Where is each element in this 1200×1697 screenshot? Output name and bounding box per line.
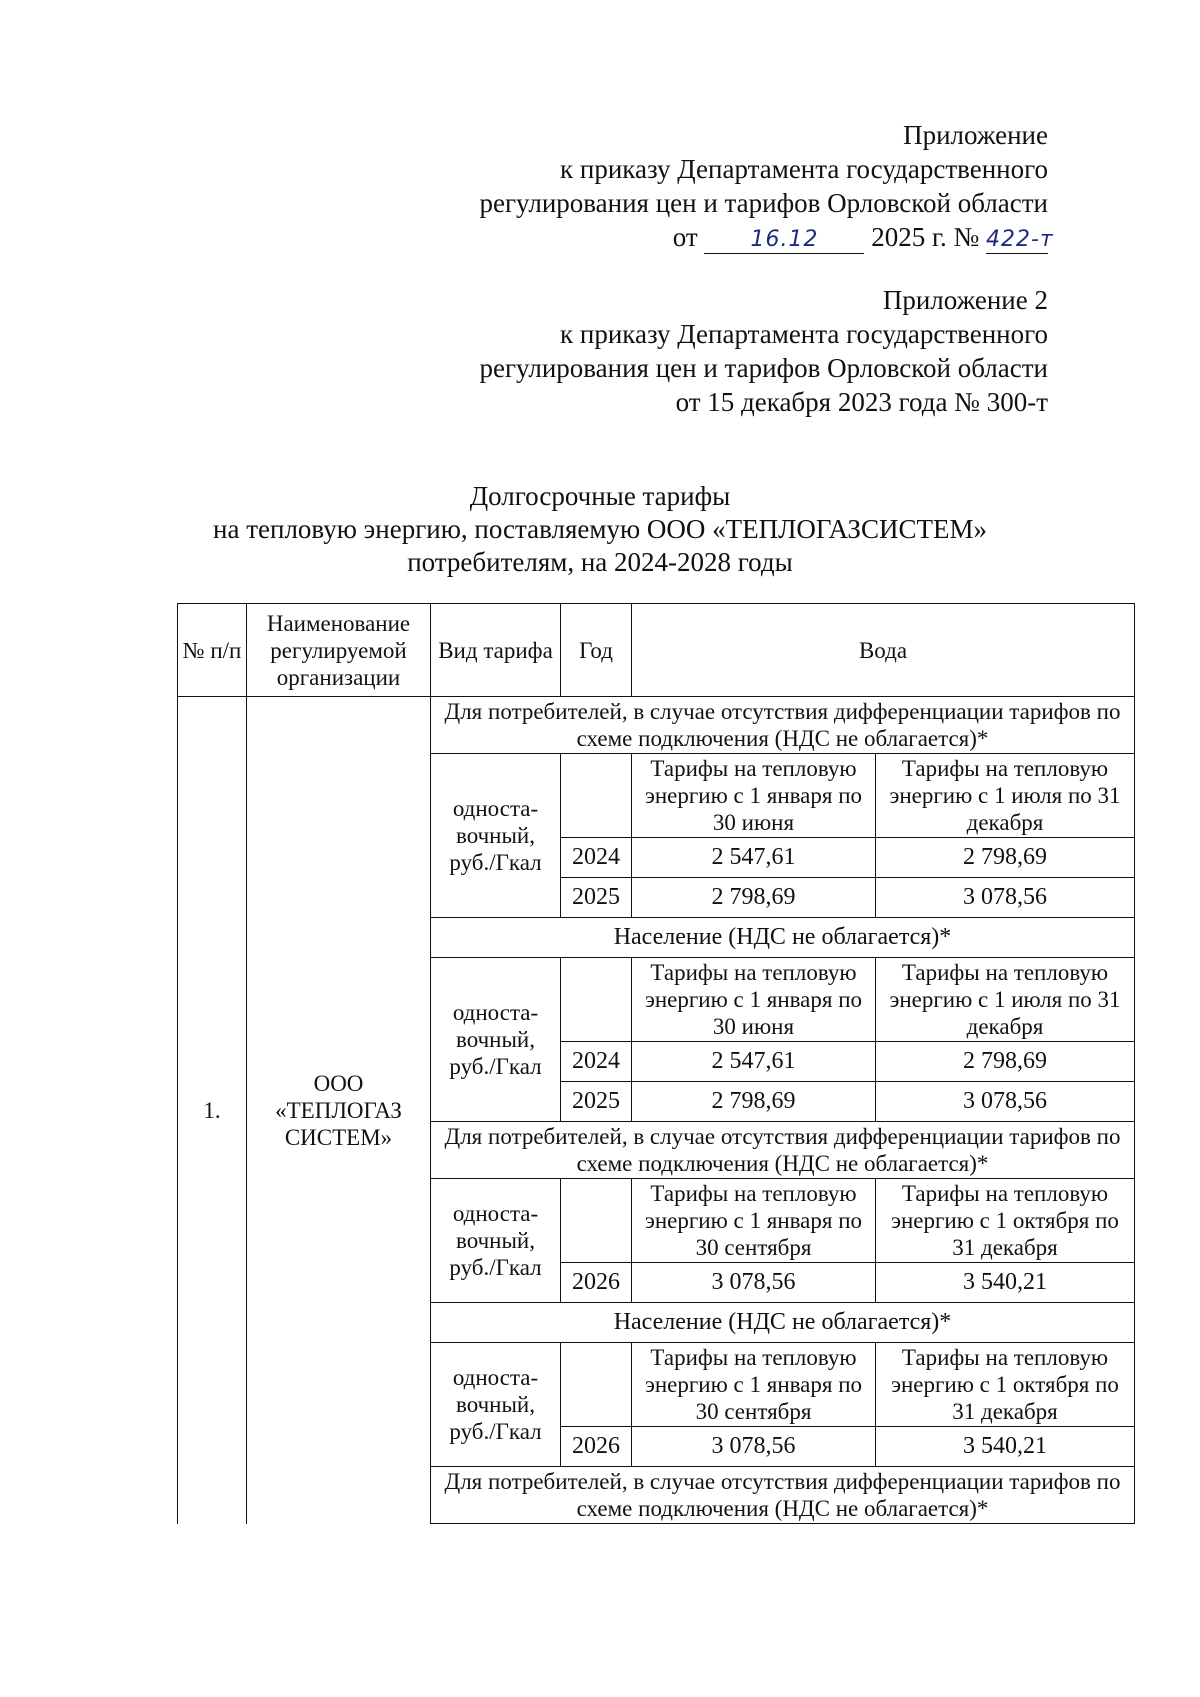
tariff-value: 2 547,61: [632, 838, 876, 878]
appendix-line-1: к приказу Департамента государственного: [560, 154, 1048, 184]
section-title: Для потребителей, в случае отсутствия дифференциации тарифов по схеме подключения (НДС не облагается)*: [431, 1467, 1135, 1524]
row-number-cell: 1.: [178, 697, 247, 1524]
tariff-value: 3 078,56: [876, 1082, 1135, 1122]
period-2-header: Тарифы на тепловую энергию с 1 июля по 31 декабря: [876, 754, 1135, 838]
appendix-2-line-1: к приказу Департамента государственного: [560, 319, 1048, 349]
section-title: Население (НДС не облагается)*: [431, 1303, 1135, 1343]
period-1-header: Тарифы на тепловую энергию с 1 января по 30 июня: [632, 958, 876, 1042]
appendix-2-line-2: регулирования цен и тарифов Орловской области: [479, 353, 1048, 383]
appendix-line-2: регулирования цен и тарифов Орловской области: [479, 188, 1048, 218]
period-1-header: Тарифы на тепловую энергию с 1 января по 30 сентября: [632, 1179, 876, 1263]
appendix-header: [479, 118, 1054, 254]
tariff-type-cell: односта-вочный, руб./Гкал: [431, 754, 561, 918]
period-1-header: Тарифы на тепловую энергию с 1 января по 30 сентября: [632, 1343, 876, 1427]
section-title: Для потребителей, в случае отсутствия дифференциации тарифов по схеме подключения (НДС не облагается)*: [431, 697, 1135, 754]
section-title: Население (НДС не облагается)*: [431, 918, 1135, 958]
date-field: [704, 224, 864, 254]
year-cell: 2025: [561, 1082, 632, 1122]
tariff-type-cell: односта-вочный, руб./Гкал: [431, 1179, 561, 1303]
handwritten-date: 16.12: [750, 227, 819, 252]
appendix-title: Приложение: [903, 120, 1048, 150]
tariff-value: 3 078,56: [632, 1263, 876, 1303]
empty-year-cell: [561, 1179, 632, 1263]
tariff-value: 2 798,69: [632, 1082, 876, 1122]
tariff-type-cell: односта-вочный, руб./Гкал: [431, 958, 561, 1122]
number-field: [986, 224, 1054, 254]
tariff-value: 3 078,56: [632, 1427, 876, 1467]
document-title: [150, 480, 1050, 579]
title-line-1: Долгосрочные тарифы: [469, 481, 731, 511]
organization-cell: ООО «ТЕПЛОГАЗ СИСТЕМ»: [247, 697, 431, 1524]
header-tariff-type: Вид тарифа: [431, 604, 561, 697]
appendix-2-line-3: от 15 декабря 2023 года № 300-т: [675, 387, 1048, 417]
tariff-value: 2 798,69: [876, 1042, 1135, 1082]
tariff-value: 2 798,69: [632, 878, 876, 918]
header-num: № п/п: [178, 604, 247, 697]
tariff-table: [177, 603, 1135, 1524]
period-2-header: Тарифы на тепловую энергию с 1 июля по 31 декабря: [876, 958, 1135, 1042]
tariff-value: 2 547,61: [632, 1042, 876, 1082]
period-2-header: Тарифы на тепловую энергию с 1 октября по 31 декабря: [876, 1343, 1135, 1427]
header-org: Наименование регулируемой организации: [247, 604, 431, 697]
appendix-2-header: [479, 283, 1048, 419]
table-header-row: [178, 604, 1135, 697]
header-year: Год: [561, 604, 632, 697]
header-water: Вода: [632, 604, 1135, 697]
tariff-value: 3 540,21: [876, 1427, 1135, 1467]
appendix-date-line: [479, 220, 1054, 254]
year-label: 2025 г. №: [871, 222, 980, 252]
tariff-value: 3 078,56: [876, 878, 1135, 918]
year-cell: 2026: [561, 1427, 632, 1467]
year-cell: 2025: [561, 878, 632, 918]
empty-year-cell: [561, 958, 632, 1042]
year-cell: 2024: [561, 838, 632, 878]
title-line-2: на тепловую энергию, поставляемую ООО «ТЕПЛОГАЗСИСТЕМ»: [213, 514, 987, 544]
appendix-2-title: Приложение 2: [882, 285, 1048, 315]
empty-year-cell: [561, 1343, 632, 1427]
tariff-type-cell: односта-вочный, руб./Гкал: [431, 1343, 561, 1467]
tariff-value: 2 798,69: [876, 838, 1135, 878]
section-title-row: [178, 697, 1135, 754]
period-1-header: Тарифы на тепловую энергию с 1 января по 30 июня: [632, 754, 876, 838]
section-title: Для потребителей, в случае отсутствия дифференциации тарифов по схеме подключения (НДС не облагается)*: [431, 1122, 1135, 1179]
tariff-value: 3 540,21: [876, 1263, 1135, 1303]
empty-year-cell: [561, 754, 632, 838]
title-line-3: потребителям, на 2024-2028 годы: [407, 547, 793, 577]
date-prefix: от: [672, 222, 698, 252]
year-cell: 2024: [561, 1042, 632, 1082]
handwritten-number: 422-т: [986, 227, 1054, 252]
year-cell: 2026: [561, 1263, 632, 1303]
period-2-header: Тарифы на тепловую энергию с 1 октября по 31 декабря: [876, 1179, 1135, 1263]
